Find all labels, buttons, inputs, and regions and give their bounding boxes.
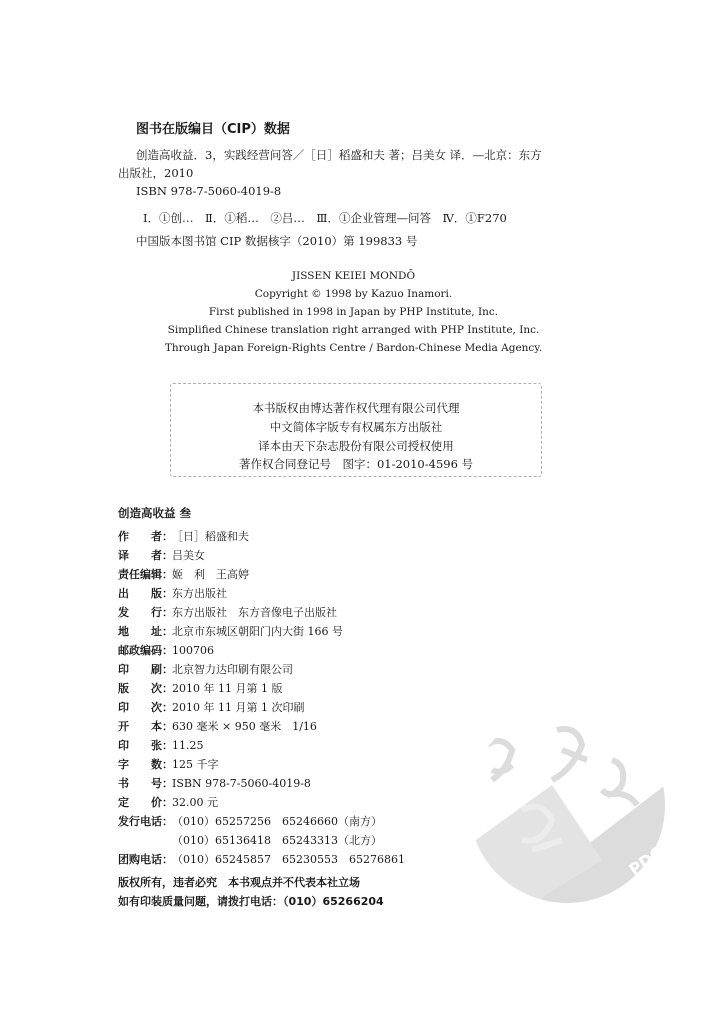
detail-row-word-count [118,756,219,772]
copyright-line: Copyright © 1998 by Kazuo Inamori. [254,288,453,300]
detail-value: 100706 [172,644,214,657]
detail-value: 630 毫米 × 950 毫米 1/16 [172,720,317,733]
detail-value: 姬 利 王高婷 [172,568,249,581]
detail-value: 32.00 元 [172,796,218,809]
rights-notice: 版权所有，违者必究 本书观点并不代表本社立场 [118,876,360,889]
detail-value: 东方出版社 [172,587,227,600]
detail-label: 团购电话： [118,853,173,866]
book-title: 创造高收益 叁 [118,506,192,520]
quality-notice: 如有印装质量问题，请拨打电话：（010）65266204 [118,895,384,908]
detail-label: 印 次： [118,701,173,714]
detail-value: （010）65245857 65230553 65276861 [172,853,405,866]
detail-row-printing [118,699,304,715]
detail-label: 译 者： [118,549,173,562]
detail-value: 2010 年 11 月第 1 次印刷 [172,701,305,714]
detail-row-printer [118,661,293,677]
detail-row-isbn [118,775,311,791]
detail-label: 印 刷： [118,663,173,676]
detail-value: （010）65257256 65246660（南方） [172,815,382,828]
detail-label: 出 版： [118,587,173,600]
detail-value: ISBN 978-7-5060-4019-8 [172,777,311,790]
detail-value: 北京智力达印刷有限公司 [172,663,293,676]
rights-box-line: 本书版权由博达著作权代理有限公司代理 [252,401,460,415]
translation-right-line: Simplified Chinese translation right arranged with PHP Institute, Inc. [167,324,540,336]
cip-title: 图书在版编目（CIP）数据 [136,122,290,137]
detail-label: 书 号： [118,777,173,790]
detail-row-format [118,718,317,734]
detail-label: 责任编辑： [118,568,173,581]
pdg-watermark-seal [462,700,672,910]
rights-box-line: 著作权合同登记号 图字：01-2010-4596 号 [238,457,474,471]
detail-row-phone [118,813,382,829]
detail-row-publisher [118,585,227,601]
cip-description-cont: 出版社，2010 [118,166,194,180]
detail-row-translator [118,547,205,563]
detail-row-address [118,623,343,639]
detail-value: 东方出版社 东方音像电子出版社 [172,606,337,619]
detail-row-author [118,528,249,544]
detail-label: 作 者： [118,530,173,543]
detail-row-price [118,794,218,810]
detail-label: 开 本： [118,720,173,733]
cip-description: 创造高收益．3，实践经营问答／［日］稻盛和夫 著；吕美女 译．—北京：东方 [136,148,542,162]
detail-label: 版 次： [118,682,173,695]
detail-row-editor [118,566,249,582]
detail-label: 发 行： [118,606,173,619]
cip-isbn: ISBN 978-7-5060-4019-8 [136,184,282,198]
detail-row-edition [118,680,282,696]
detail-label: 字 数： [118,758,173,771]
detail-row-postcode [118,642,214,658]
detail-value: 吕美女 [172,549,205,562]
original-title: JISSEN KEIEI MONDŌ [291,270,416,282]
detail-value: 2010 年 11 月第 1 版 [172,682,283,695]
detail-label: 定 价： [118,796,173,809]
detail-phone-continued: （010）65136418 65243313（北方） [172,834,382,847]
detail-row-distributor [118,604,337,620]
detail-label: 印 张： [118,739,173,752]
rights-box-line: 译本由天下杂志股份有限公司授权使用 [258,439,454,453]
cip-classification: Ⅰ．①创… Ⅱ．①稻… ②吕… Ⅲ．①企业管理—问答 Ⅳ．①F270 [143,211,507,225]
watermark-text: PDG [625,841,668,880]
detail-label: 地 址： [118,625,173,638]
first-published-line: First published in 1998 in Japan by PHP Institute, Inc. [208,306,499,318]
detail-value: 125 千字 [172,758,219,771]
rights-box-line: 中文简体字版专有权属东方出版社 [269,420,443,434]
detail-label: 发行电话： [118,815,173,828]
detail-value: 北京市东城区朝阳门内大街 166 号 [172,625,343,638]
cip-catalog-number: 中国版本图书馆 CIP 数据核字（2010）第 199833 号 [136,234,418,248]
detail-row-sheets [118,737,204,753]
detail-value: 11.25 [172,739,204,752]
agency-line: Through Japan Foreign-Rights Centre / Bardon-Chinese Media Agency. [164,342,543,354]
detail-value: ［日］稻盛和夫 [172,530,249,543]
detail-row-group-phone [118,851,405,867]
detail-label: 邮政编码： [118,644,173,657]
